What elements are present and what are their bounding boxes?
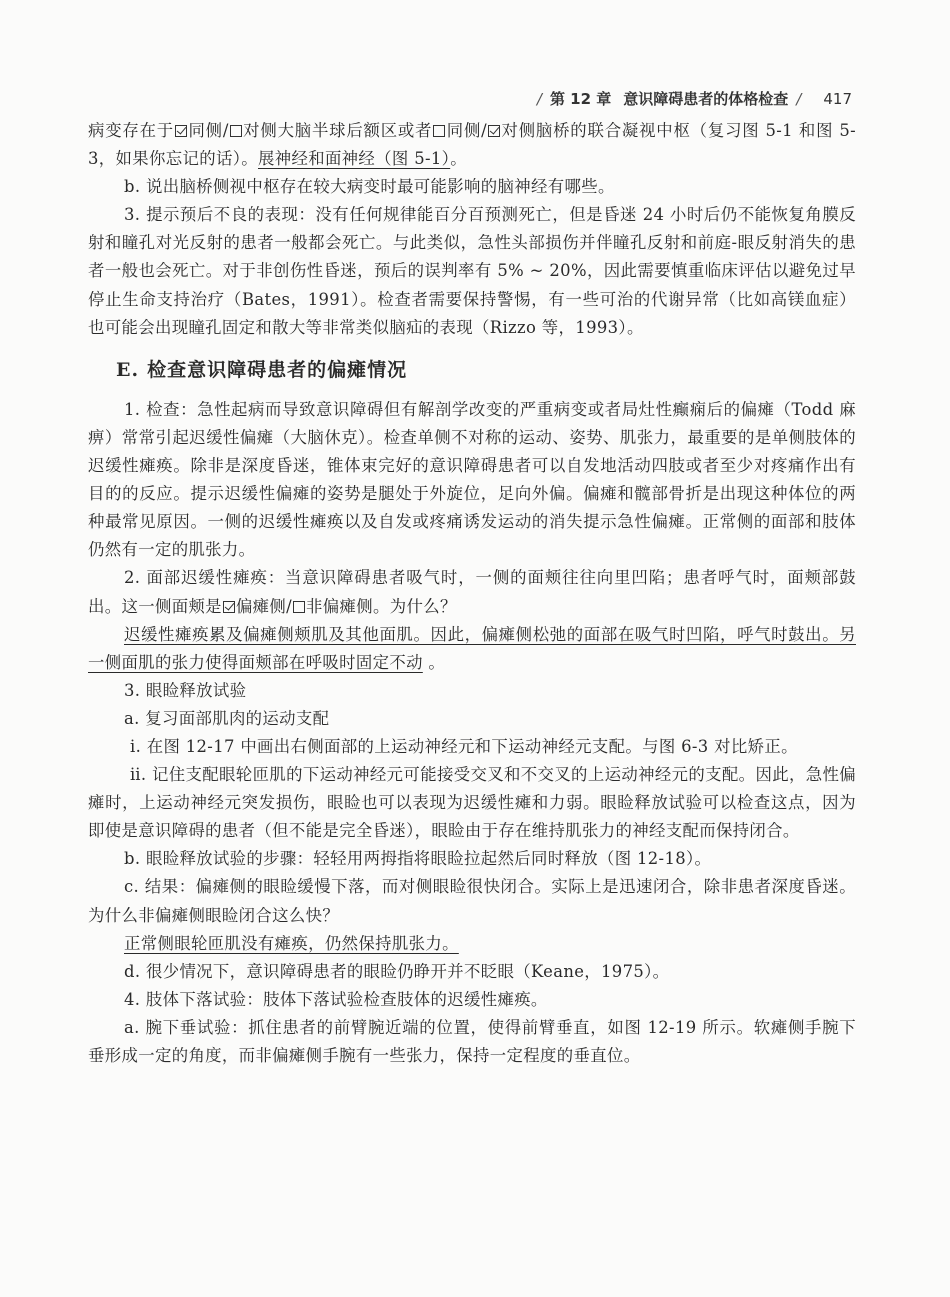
paragraph — [88, 930, 856, 958]
paragraph: 病变存在于 同侧/ 对侧大脑半球后额区或者 同侧/ 对侧脑桥的联合凝视中枢（复习图 5-1 和图 5-3，如果你忘记的话）。展神经和面神经（图 5-1）。 — [88, 121, 857, 169]
paragraph: 2. 面部迟缓性瘫痪：当意识障碍患者吸气时，一侧的面颊往往向里凹陷；患者呼气时，面颊部鼓出。这一侧面颊是 偏瘫侧/ 非偏瘫侧。为什么？ — [88, 568, 856, 616]
paragraph: a. 复习面部肌肉的运动支配 — [124, 708, 330, 728]
checked-box-icon — [488, 125, 500, 137]
paragraph: 迟缓性瘫痪累及偏瘫侧颊肌及其他面肌。因此，偏瘫侧松弛的面部在吸气时凹陷，呼气时鼓出。另一侧面肌的张力使得面颊部在呼吸时固定不动 。 — [88, 624, 856, 672]
page-number: 417 — [823, 89, 852, 108]
checked-box-icon — [223, 601, 235, 613]
paragraph: ⅰ. 在图 12-17 中画出右侧面部的上运动神经元和下运动神经元支配。与图 6-3 对比矫正。 — [130, 736, 798, 756]
paragraph: 3. 眼睑释放试验 — [124, 680, 247, 700]
running-header — [529, 88, 852, 109]
paragraph: ⅱ. 记住支配眼轮匝肌的下运动神经元可能接受交叉和不交叉的上运动神经元的支配。因此，急性偏瘫时，上运动神经元突发损伤，眼睑也可以表现为迟缓性瘫和力弱。眼睑释放试验可以检查这点，因为即使是意识障碍的患者（但不能是完全昏迷），眼睑由于存在维持肌张力的神经支配而保持闭合。 — [88, 765, 856, 841]
paragraph: 4. 肢体下落试验：肢体下落试验检查肢体的迟缓性瘫痪。 — [124, 989, 548, 1009]
paragraph: b. 眼睑释放试验的步骤：轻轻用两拇指将眼睑拉起然后同时释放（图 12-18）。 — [124, 849, 712, 869]
empty-box-icon — [230, 125, 242, 137]
header-divider: / — [536, 89, 542, 108]
chapter-number: 第 12 章 — [549, 90, 612, 108]
empty-box-icon — [293, 601, 305, 613]
section-heading: E. 检查意识障碍患者的偏瘫情况 — [116, 358, 408, 381]
chapter-title: 意识障碍患者的体格检查 — [623, 90, 789, 108]
paragraph: d. 很少情况下，意识障碍患者的眼睑仍睁开并不眨眼（Keane，1975）。 — [124, 961, 670, 981]
paragraph: 1. 检查：急性起病而导致意识障碍但有解剖学改变的严重病变或者局灶性癫痫后的偏瘫（Todd 麻痹）常常引起迟缓性偏瘫（大脑休克）。检查单侧不对称的运动、姿势、肌张力，最重要的是单侧肢体的迟缓性瘫痪。除非是深度昏迷，锥体束完好的意识障碍患者可以自发地活动四肢或者至少对疼痛作出有目的的反应。提示迟缓性偏瘫的姿势是腿处于外旋位，足向外偏。偏瘫和髋部骨折是出现这种体位的两种最常见原因。一侧的迟缓性瘫痪以及自发或疼痛诱发运动的消失提示急性偏瘫。正常侧的面部和肢体仍然有一定的肌张力。 — [88, 399, 856, 560]
handwritten-answer: 展神经和面神经（图 5-1） — [257, 149, 451, 169]
paragraph: c. 结果：偏瘫侧的眼睑缓慢下落，而对侧眼睑很快闭合。实际上是迅速闭合，除非患者深度昏迷。为什么非偏瘫侧眼睑闭合这么快？ — [88, 877, 856, 925]
header-divider: / — [796, 89, 802, 108]
paragraph: 3. 提示预后不良的表现：没有任何规律能百分百预测死亡，但是昏迷 24 小时后仍不能恢复角膜反射和瞳孔对光反射的患者一般都会死亡。与此类似，急性头部损伤并伴瞳孔反射和前庭-眼反射消失的患者一般也会死亡。对于非创伤性昏迷，预后的误判率有 5% ~ 20%，因此需要慎重临床评估以避免过早停止生命支持治疗（Bates，1991）。检查者需要保持警惕，有一些可治的代谢异常（比如高镁血症）也可能会出现瞳孔固定和散大等非常类似脑疝的表现（Rizzo 等，1993）。 — [88, 205, 856, 337]
checked-box-icon — [175, 125, 187, 137]
paragraph: a. 腕下垂试验：抓住患者的前臂腕近端的位置，使得前臂垂直，如图 12-19 所示。软瘫侧手腕下垂形成一定的角度，而非偏瘫侧手腕有一些张力，保持一定程度的垂直位。 — [88, 1017, 856, 1065]
paragraph: b. 说出脑桥侧视中枢存在较大病变时最可能影响的脑神经有哪些。 — [124, 177, 615, 197]
empty-box-icon — [433, 125, 445, 137]
handwritten-answer: 迟缓性瘫痪累及偏瘫侧颊肌及其他面肌。因此，偏瘫侧松弛的面部在吸气时凹陷，呼气时鼓出。另一侧面肌的张力使得面颊部在呼吸时固定不动 — [88, 624, 856, 672]
page-body — [88, 117, 856, 1070]
handwritten-answer: 正常侧眼轮匝肌没有瘫痪，仍然保持肌张力。 — [124, 933, 459, 953]
